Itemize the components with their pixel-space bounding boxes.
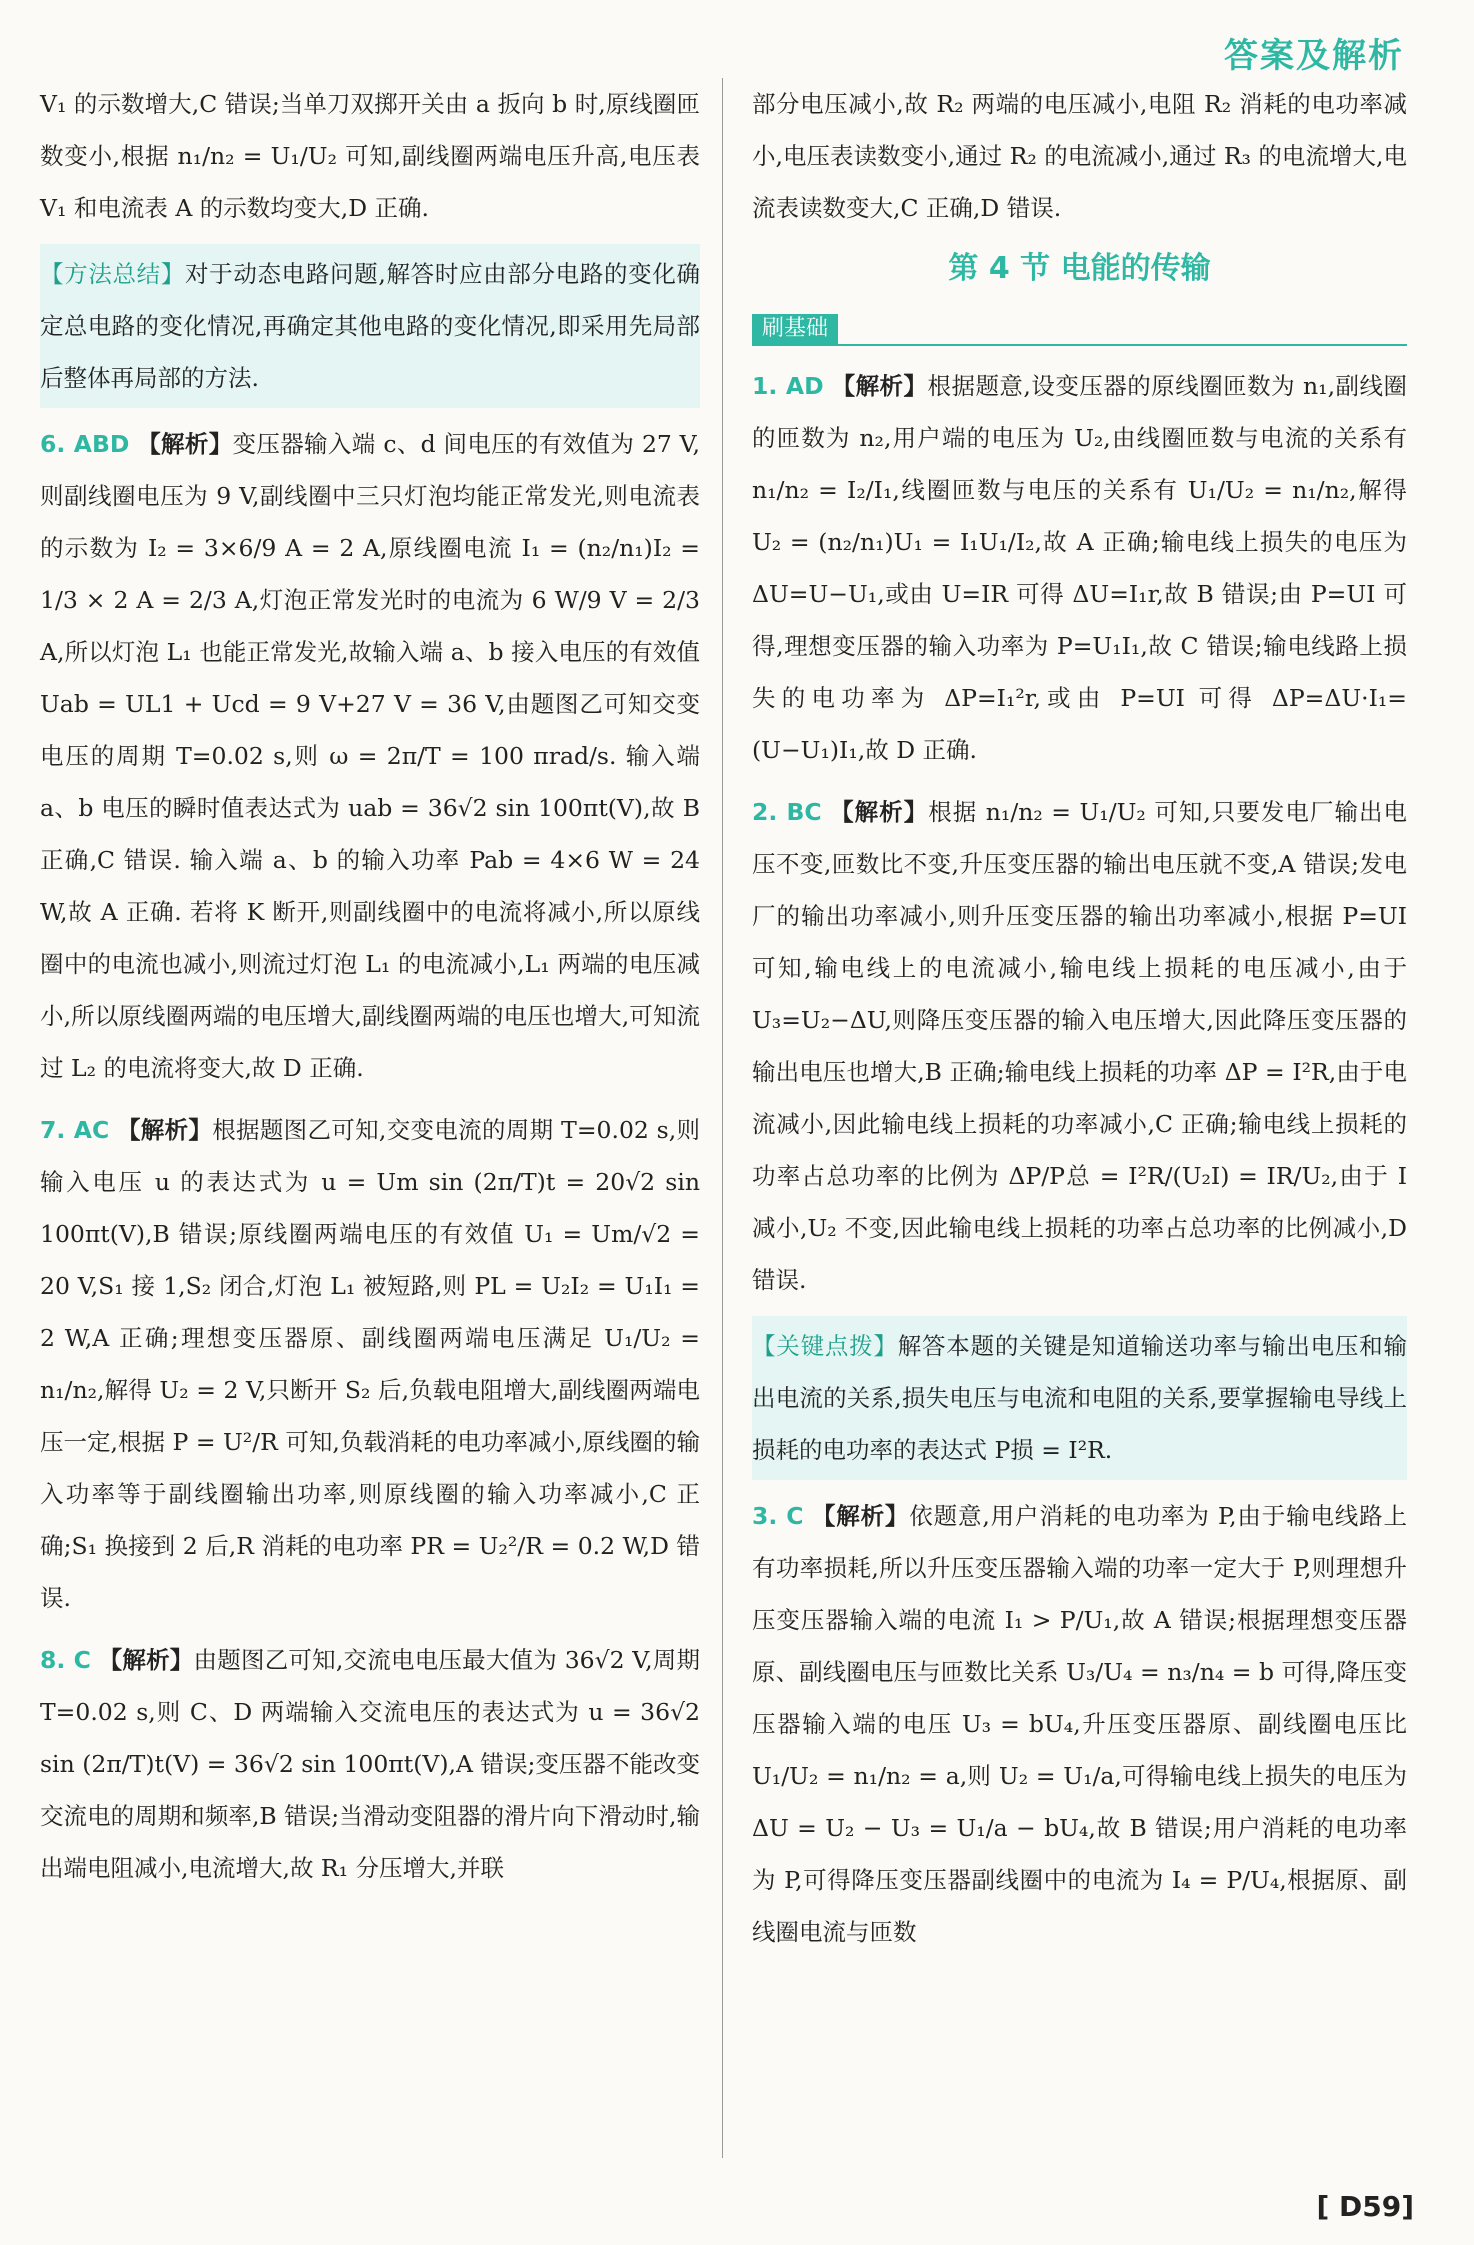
question-6-tag: 【解析】 (137, 430, 233, 458)
right-column (752, 78, 1407, 1958)
method-summary (40, 244, 700, 408)
question-8-tag: 【解析】 (98, 1646, 194, 1674)
key-tip (752, 1316, 1407, 1480)
column-divider (722, 78, 723, 2158)
question-6 (40, 418, 700, 1094)
page-number: [ D59] (1316, 2190, 1414, 2223)
question-2-text: 根据 n₁/n₂ = U₁/U₂ 可知,只要发电厂输出电压不变,匝数比不变,升压变压器的输出电压就不变,A 错误;发电厂的输出功率减小,则升压变压器的输出功率减小,根据 P=UI 可知,输电线上的电流减小,输电线上损耗的电压减小,由于 U₃=U₂−ΔU,则降压变压器的输入电压增大,因此降压变压器的输出电压也增大,B 正确;输电线上损耗的功率 ΔP = I²R,由于电流减小,因此输电线上损耗的功率减小,C 正确;输电线上损耗的功率占总功率的比例为 ΔP/P总 = I²R/(U₂I) = IR/U₂,由于 I 减小,U₂ 不变,因此输电线上损耗的功率占总功率的比例减小,D 错误. (752, 798, 1407, 1294)
key-tip-label: 【关键点拨】 (752, 1332, 898, 1360)
answer-header: 答案及解析 (1224, 36, 1404, 76)
practice-badge: 刷基础 (752, 314, 838, 344)
question-1-tag: 【解析】 (831, 372, 928, 400)
left-paragraph-continuation: V₁ 的示数增大,C 错误;当单刀双掷开关由 a 扳向 b 时,原线圈匝数变小,根据 n₁/n₂ = U₁/U₂ 可知,副线圈两端电压升高,电压表 V₁ 和电流表 A 的示数均变大,D 正确. (40, 90, 700, 222)
section-title: 第 4 节 电能的传输 (948, 251, 1211, 286)
question-2-tag: 【解析】 (830, 798, 929, 826)
right-paragraph-continuation: 部分电压减小,故 R₂ 两端的电压减小,电阻 R₂ 消耗的电功率减小,电压表读数变小,通过 R₂ 的电流减小,通过 R₃ 的电流增大,电流表读数变大,C 正确,D 错误. (752, 90, 1407, 222)
key-tip-text: 解答本题的关键是知道输送功率与输出电压和输出电流的关系,损失电压与电流和电阻的关系,要掌握输电导线上损耗的电功率的表达式 P损 = I²R. (752, 1332, 1408, 1464)
question-1-number: 1. AD (752, 372, 824, 400)
question-3-number: 3. C (752, 1502, 804, 1530)
question-6-text: 变压器输入端 c、d 间电压的有效值为 27 V,则副线圈电压为 9 V,副线圈中三只灯泡均能正常发光,则电流表的示数为 I₂ = 3×6/9 A = 2 A,原线圈电流 I₁ = (n₂/n₁)I₂ = 1/3 × 2 A = 2/3 A,灯泡正常发光时的电流为 6 W/9 V = 2/3 A,所以灯泡 L₁ 也能正常发光,故输入端 a、b 接入电压的有效值 Uab = UL1 + Ucd = 9 V+27 V = 36 V,由题图乙可知交变电压的周期 T=0.02 s,则 ω = 2π/T = 100 πrad/s. 输入端 a、b 电压的瞬时值表达式为 uab = 36√2 sin 100πt(V),故 B 正确,C 错误. 输入端 a、b 的输入功率 Pab = 4×6 W = 24 W,故 A 正确. 若将 K 断开,则副线圈中的电流将减小,所以原线圈中的电流也减小,则流过灯泡 L₁ 的电流减小,L₁ 两端的电压减小,所以原线圈两端的电压增大,副线圈两端的电压也增大,可知流过 L₂ 的电流将变大,故 D 正确. (40, 430, 700, 1082)
question-2 (752, 786, 1407, 1306)
method-summary-label: 【方法总结】 (40, 260, 186, 288)
question-7-text: 根据题图乙可知,交变电流的周期 T=0.02 s,则输入电压 u 的表达式为 u = Um sin (2π/T)t = 20√2 sin 100πt(V),B 错误;原线圈两端电压的有效值 U₁ = Um/√2 = 20 V,S₁ 接 1,S₂ 闭合,灯泡 L₁ 被短路,则 PL = U₂I₂ = U₁I₁ = 2 W,A 正确;理想变压器原、副线圈两端电压满足 U₁/U₂ = n₁/n₂,解得 U₂ = 2 V,只断开 S₂ 后,负载电阻增大,副线圈两端电压一定,根据 P = U²/R 可知,负载消耗的电功率减小,原线圈的输入功率等于副线圈输出功率,则原线圈的输入功率减小,C 正确;S₁ 换接到 2 后,R 消耗的电功率 PR = U₂²/R = 0.2 W,D 错误. (40, 1116, 700, 1612)
question-7-number: 7. AC (40, 1116, 110, 1144)
question-1 (752, 360, 1407, 776)
question-1-text: 根据题意,设变压器的原线圈匝数为 n₁,副线圈的匝数为 n₂,用户端的电压为 U₂,由线圈匝数与电流的关系有 n₁/n₂ = I₂/I₁,线圈匝数与电压的关系有 U₁/U₂ = n₁/n₂,解得 U₂ = (n₂/n₁)U₁ = I₁U₁/I₂,故 A 正确;输电线上损失的电压为 ΔU=U−U₁,或由 U=IR 可得 ΔU=I₁r,故 B 错误;由 P=UI 可得,理想变压器的输入功率为 P=U₁I₁,故 C 错误;输电线路上损失的电功率为 ΔP=I₁²r,或由 P=UI 可得 ΔP=ΔU·I₁=(U−U₁)I₁,故 D 正确. (752, 372, 1407, 764)
question-3-text: 依题意,用户消耗的电功率为 P,由于输电线路上有功率损耗,所以升压变压器输入端的功率一定大于 P,则理想升压变压器输入端的电流 I₁ > P/U₁,故 A 错误;根据理想变压器原、副线圈电压与匝数比关系 U₃/U₄ = n₃/n₄ = b 可得,降压变压器输入端的电压 U₃ = bU₄,升压变压器原、副线圈电压比 U₁/U₂ = n₁/n₂ = a,则 U₂ = U₁/a,可得输电线上损失的电压为 ΔU = U₂ − U₃ = U₁/a − bU₄,故 B 错误;用户消耗的电功率为 P,可得降压变压器副线圈中的电流为 I₄ = P/U₄,根据原、副线圈电流与匝数 (752, 1502, 1407, 1946)
page-number-text: D59 (1338, 2190, 1402, 2223)
question-8 (40, 1634, 700, 1894)
question-7-tag: 【解析】 (117, 1116, 213, 1144)
badge-row (752, 312, 1407, 346)
question-8-number: 8. C (40, 1646, 91, 1674)
question-3-tag: 【解析】 (811, 1502, 910, 1530)
method-summary-text: 对于动态电路问题,解答时应由部分电路的变化确定总电路的变化情况,再确定其他电路的变化情况,即采用先局部后整体再局部的方法. (40, 260, 700, 392)
question-3 (752, 1490, 1407, 1958)
question-6-number: 6. ABD (40, 430, 130, 458)
question-7 (40, 1104, 700, 1624)
question-2-number: 2. BC (752, 798, 822, 826)
left-column (40, 78, 700, 1894)
question-8-text: 由题图乙可知,交流电电压最大值为 36√2 V,周期 T=0.02 s,则 C、D 两端输入交流电压的表达式为 u = 36√2 sin (2π/T)t(V) = 36√2 sin 100πt(V),A 错误;变压器不能改变交流电的周期和频率,B 错误;当滑动变阻器的滑片向下滑动时,输出端电阻减小,电流增大,故 R₁ 分压增大,并联 (40, 1646, 701, 1882)
